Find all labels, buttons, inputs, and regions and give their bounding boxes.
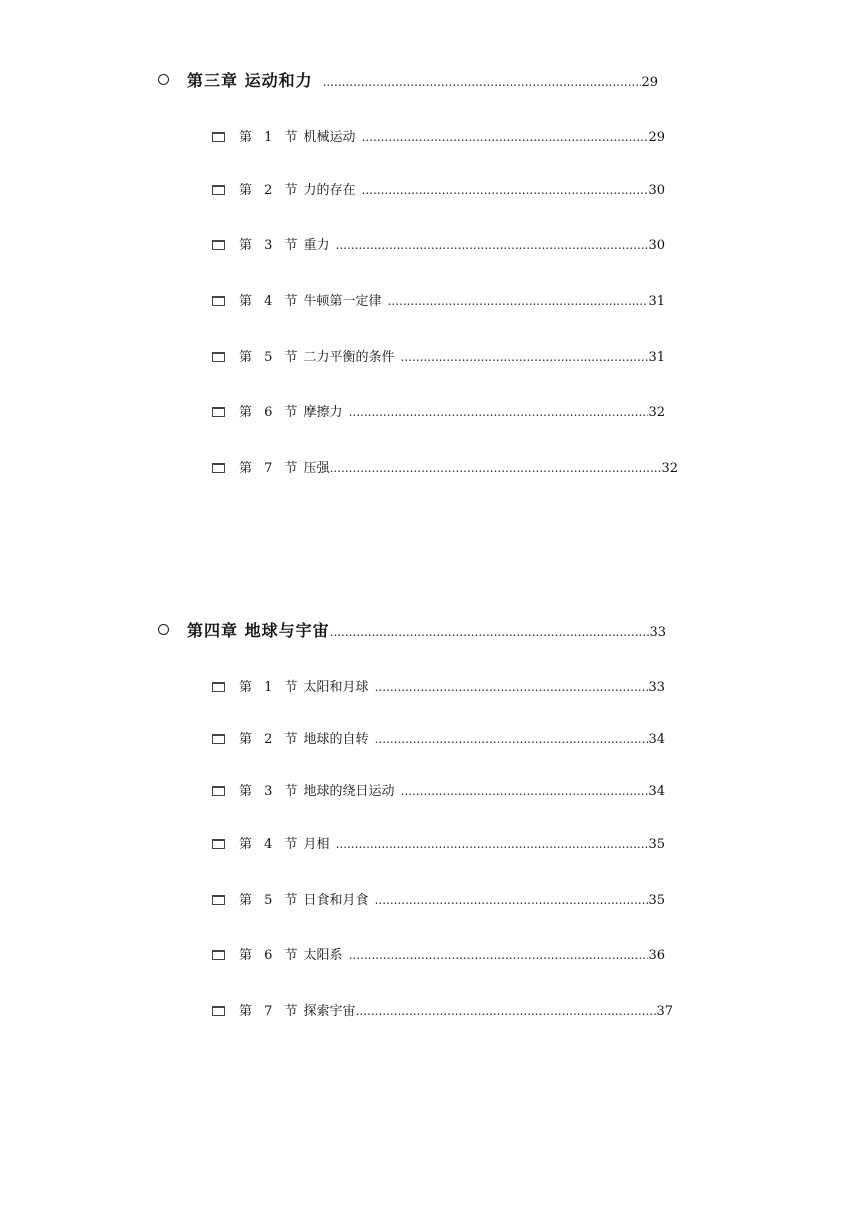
dot-leader: [356, 1004, 657, 1018]
folder-icon: [212, 950, 225, 960]
page-number: 34: [648, 784, 665, 799]
section-number: 第 1 节: [239, 130, 302, 145]
folder-icon: [212, 895, 225, 905]
page-number: 31: [648, 350, 665, 365]
page-number: 37: [656, 1004, 673, 1019]
page-number: 36: [648, 948, 665, 963]
toc-section[interactable]: [212, 780, 665, 800]
section-title: 太阳系: [303, 948, 343, 963]
section-number: 第 6 节: [239, 405, 302, 420]
page-number: 29: [648, 130, 665, 145]
section-title: 日食和月食: [303, 893, 369, 908]
folder-icon: [212, 185, 225, 195]
circle-bullet-icon: [158, 624, 169, 635]
section-title: 太阳和月球: [303, 680, 369, 695]
folder-icon: [212, 296, 225, 306]
section-number: 第 2 节: [239, 732, 302, 747]
section-number: 第 1 节: [239, 680, 302, 695]
dot-leader: [375, 732, 649, 746]
toc-section[interactable]: [212, 457, 678, 477]
page-number: 32: [661, 461, 678, 476]
section-number: 第 3 节: [239, 238, 302, 253]
toc-section[interactable]: [212, 401, 665, 421]
section-number: 第 6 节: [239, 948, 302, 963]
section-number: 第 5 节: [239, 350, 302, 365]
toc-section[interactable]: [212, 126, 665, 146]
toc-chapter-3[interactable]: [158, 68, 658, 92]
page-number: 30: [648, 238, 665, 253]
page-number: 33: [648, 680, 665, 695]
section-number: 第 4 节: [239, 294, 302, 309]
page-number: 33: [649, 625, 666, 640]
dot-leader: [401, 350, 649, 364]
chapter-title: 第三章 运动和力: [187, 71, 313, 90]
folder-icon: [212, 734, 225, 744]
toc-section[interactable]: [212, 346, 665, 366]
folder-icon: [212, 407, 225, 417]
dot-leader: [330, 461, 662, 475]
section-title: 地球的自转: [303, 732, 369, 747]
page-number: 35: [648, 893, 665, 908]
toc-section[interactable]: [212, 290, 665, 310]
toc-section[interactable]: [212, 676, 665, 696]
page-number: 35: [648, 837, 665, 852]
circle-bullet-icon: [158, 74, 169, 85]
dot-leader: [349, 405, 649, 419]
dot-leader: [336, 837, 649, 851]
section-title: 月相: [303, 837, 330, 852]
folder-icon: [212, 240, 225, 250]
dot-leader: [349, 948, 649, 962]
section-title: 地球的绕日运动: [303, 784, 395, 799]
dot-leader: [375, 680, 649, 694]
section-title: 压强: [303, 461, 330, 476]
toc-section[interactable]: [212, 833, 665, 853]
folder-icon: [212, 839, 225, 849]
toc-section[interactable]: [212, 889, 665, 909]
section-title: 探索宇宙: [303, 1004, 356, 1019]
dot-leader: [330, 625, 650, 639]
toc-section[interactable]: [212, 179, 665, 199]
section-number: 第 5 节: [239, 893, 302, 908]
toc-chapter-4[interactable]: [158, 618, 666, 642]
section-title: 力的存在: [303, 183, 356, 198]
section-title: 重力: [303, 238, 330, 253]
section-number: 第 4 节: [239, 837, 302, 852]
section-title: 牛顿第一定律: [303, 294, 382, 309]
toc-section[interactable]: [212, 234, 665, 254]
toc-section[interactable]: [212, 1000, 673, 1020]
dot-leader: [323, 75, 642, 89]
section-title: 机械运动: [303, 130, 356, 145]
page-number: 29: [641, 75, 658, 90]
dot-leader: [362, 130, 649, 144]
section-title: 二力平衡的条件: [303, 350, 395, 365]
section-number: 第 2 节: [239, 183, 302, 198]
section-title: 摩擦力: [303, 405, 343, 420]
dot-leader: [362, 183, 649, 197]
dot-leader: [388, 294, 649, 308]
dot-leader: [375, 893, 649, 907]
folder-icon: [212, 463, 225, 473]
section-number: 第 7 节: [239, 1004, 302, 1019]
section-number: 第 7 节: [239, 461, 302, 476]
page-number: 34: [648, 732, 665, 747]
page-number: 30: [648, 183, 665, 198]
dot-leader: [401, 784, 649, 798]
folder-icon: [212, 682, 225, 692]
section-number: 第 3 节: [239, 784, 302, 799]
folder-icon: [212, 786, 225, 796]
toc-section[interactable]: [212, 944, 665, 964]
folder-icon: [212, 132, 225, 142]
toc-section[interactable]: [212, 728, 665, 748]
folder-icon: [212, 352, 225, 362]
page-number: 32: [648, 405, 665, 420]
chapter-title: 第四章 地球与宇宙: [187, 621, 330, 640]
page-number: 31: [648, 294, 665, 309]
dot-leader: [336, 238, 649, 252]
folder-icon: [212, 1006, 225, 1016]
